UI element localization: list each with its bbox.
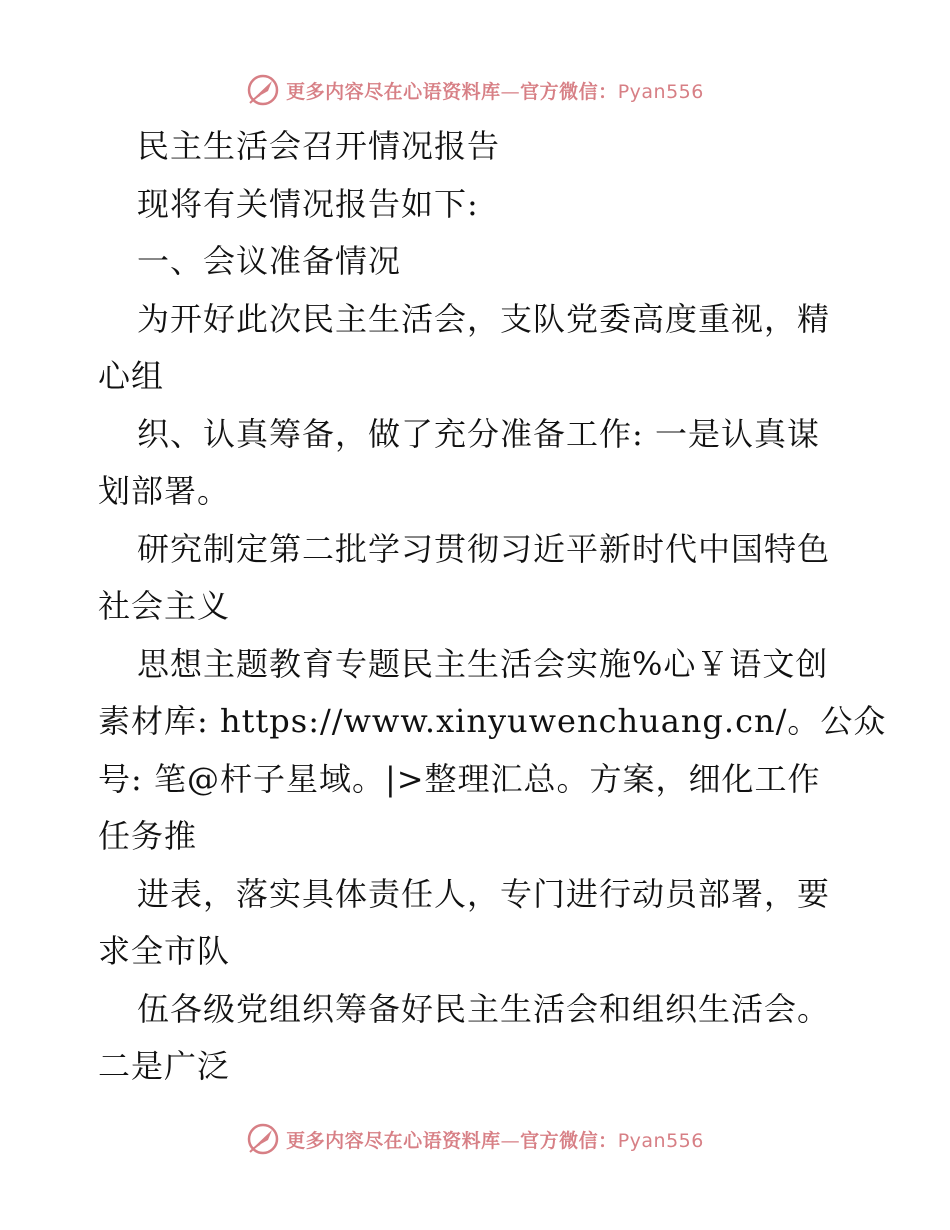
document-body (98, 118, 887, 1096)
text-line: 民主生活会召开情况报告 (137, 127, 501, 165)
feather-pen-circle-icon (246, 73, 280, 107)
text-line: 一、会议准备情况 (137, 242, 402, 280)
header-watermark (0, 70, 950, 110)
feather-pen-circle-icon (246, 1122, 280, 1156)
text-line: 划部署。 (98, 472, 231, 510)
text-line: 号: 笔@杆子星域。|>整理汇总。方案，细化工作 (98, 759, 821, 798)
text-line: 进表，落实具体责任人，专门进行动员部署，要 (137, 874, 831, 913)
footer-watermark (0, 1119, 950, 1159)
text-line: 思想主题教育专题民主生活会实施%心￥语文创 (137, 644, 829, 683)
text-line: 织、认真筹备，做了充分准备工作: 一是认真谋 (137, 414, 820, 453)
watermark-text: 更多内容尽在心语资料库—官方微信：Pyan556 (286, 80, 704, 103)
text-line: 伍各级党组织筹备好民主生活会和组织生活会。 (137, 989, 831, 1028)
text-line: 现将有关情况报告如下: (137, 184, 479, 223)
text-line: 为开好此次民主生活会，支队党委高度重视，精 (137, 299, 831, 338)
text-line: 心组 (98, 357, 165, 395)
text-line: 任务推 (98, 817, 198, 855)
text-line: 社会主义 (98, 587, 231, 625)
text-line: 二是广泛 (98, 1047, 231, 1085)
text-line: 求全市队 (98, 932, 231, 970)
text-line: 研究制定第二批学习贯彻习近平新时代中国特色 (137, 529, 831, 568)
text-line: 素材库: https://www.xinyuwenchuang.cn/。公众 (98, 702, 887, 740)
watermark-text: 更多内容尽在心语资料库—官方微信：Pyan556 (286, 1129, 704, 1152)
